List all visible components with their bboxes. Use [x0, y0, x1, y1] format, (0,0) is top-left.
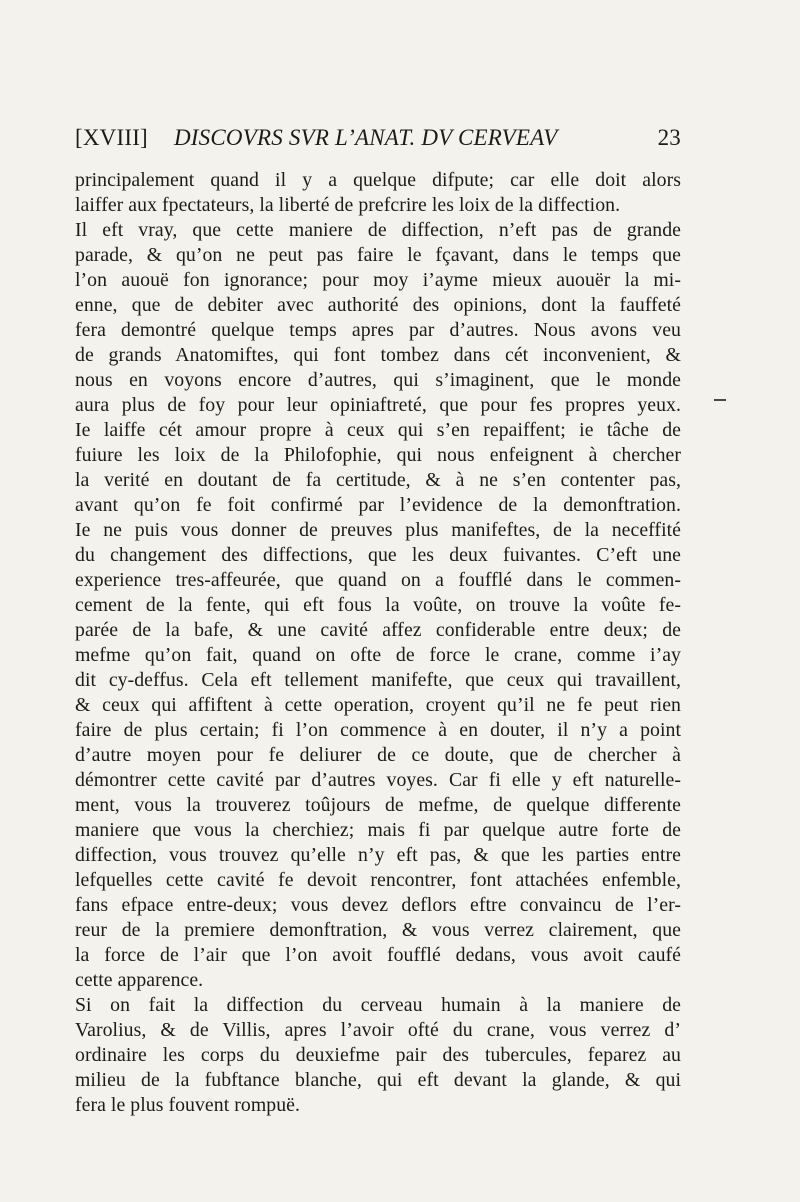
page-header [75, 121, 681, 155]
text-line: Ie ne puis vous donner de preuves plus manifeftes, de la neceffité [75, 519, 681, 541]
text-line: l’on auouë fon ignorance; pour moy i’ayme mieux auouër la mi- [75, 269, 681, 291]
text-line: Varolius, & de Villis, apres l’avoir ofté du crane, vous verrez d’ [75, 1019, 681, 1041]
text-line: mefme qu’on fait, quand on ofte de force le crane, comme i’ay [75, 644, 681, 666]
text-line: maniere que vous la cherchiez; mais fi par quelque autre forte de [75, 819, 681, 841]
text-line: fera demontré quelque temps apres par d’autres. Nous avons veu [75, 319, 681, 341]
text-line: ment, vous la trouverez toûjours de mefme, de quelque differente [75, 794, 681, 816]
text-line: milieu de la fubftance blanche, qui eft devant la glande, & qui [75, 1069, 681, 1091]
text-line: parade, & qu’on ne peut pas faire le fçavant, dans le temps que [75, 244, 681, 266]
text-line: dit cy-deffus. Cela eft tellement manifefte, que ceux qui travaillent, [75, 669, 681, 691]
text-line: principalement quand il y a quelque difpute; car elle doit alors [75, 169, 681, 191]
text-line: cement de la fente, qui eft fous la voûte, on trouve la voûte fe- [75, 594, 681, 616]
text-line: Il eft vray, que cette maniere de diffection, n’eft pas de grande [75, 219, 681, 241]
text-line: avant qu’on fe foit confirmé par l’evidence de la demonftration. [75, 494, 681, 516]
text-line: nous en voyons encore d’autres, qui s’imaginent, que le monde [75, 369, 681, 391]
text-line: aura plus de foy pour leur opiniaftreté, que pour fes propres yeux. [75, 394, 681, 416]
text-line: lefquelles cette cavité fe devoit rencontrer, font attachées enfemble, [75, 869, 681, 891]
text-line: experience tres-affeurée, que quand on a foufflé dans le commen- [75, 569, 681, 591]
text-line: enne, que de debiter avec authorité des opinions, dont la fauffeté [75, 294, 681, 316]
text-line: la force de l’air que l’on avoit foufflé dedans, vous avoit caufé [75, 944, 681, 966]
text-line: reur de la premiere demonftration, & vous verrez clairement, que [75, 919, 681, 941]
page-number: 23 [657, 125, 681, 150]
running-title: DISCOVRS SVR L’ANAT. DV CERVEAV [174, 125, 558, 150]
text-line: Si on fait la diffection du cerveau humain à la maniere de [75, 994, 681, 1016]
text-line: parée de la bafe, & une cavité affez confiderable entre deux; de [75, 619, 681, 641]
text-line: du changement des diffections, que les deux fuivantes. C’eft une [75, 544, 681, 566]
text-line: & ceux qui affiftent à cette operation, croyent qu’il ne fe peut rien [75, 694, 681, 716]
text-line: la verité en doutant de fa certitude, & à ne s’en contenter pas, [75, 469, 681, 491]
text-line: fera le plus fouvent rompuë. [75, 1094, 300, 1116]
body-text [75, 168, 681, 1118]
text-line: d’autre moyen pour fe deliurer de ce doute, que de chercher à [75, 744, 681, 766]
margin-mark [714, 399, 726, 401]
text-line: laiffer aux fpectateurs, la liberté de prefcrire les loix de la diffection. [75, 194, 621, 216]
text-line: faire de plus certain; fi l’on commence à en douter, il n’y a point [75, 719, 681, 741]
text-line: démontrer cette cavité par d’autres voyes. Car fi elle y eft naturelle- [75, 769, 681, 791]
section-folio: [XVIII] [75, 125, 148, 150]
text-line: ordinaire les corps du deuxiefme pair des tubercules, feparez au [75, 1044, 681, 1066]
text-line: de grands Anatomiftes, qui font tombez dans cét inconvenient, & [75, 344, 681, 366]
text-line: fuiure les loix de la Philofophie, qui nous enfeignent à chercher [75, 444, 681, 466]
text-line: cette apparence. [75, 969, 204, 991]
text-line: diffection, vous trouvez qu’elle n’y eft pas, & que les parties entre [75, 844, 681, 866]
text-line: Ie laiffe cét amour propre à ceux qui s’en repaiffent; ie tâche de [75, 419, 681, 441]
text-line: fans efpace entre-deux; vous devez deflors eftre convaincu de l’er- [75, 894, 681, 916]
